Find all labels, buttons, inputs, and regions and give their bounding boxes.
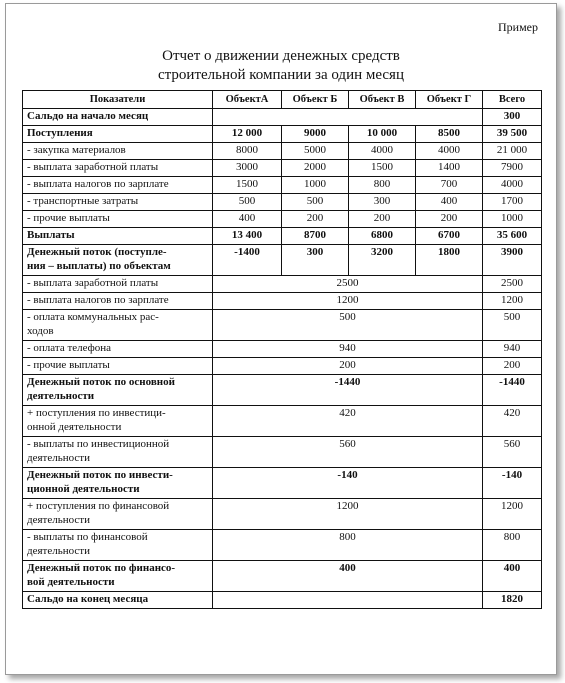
object-value: 3000	[213, 160, 282, 177]
table-header-row	[23, 91, 542, 109]
table-row	[23, 468, 542, 499]
object-value: 2000	[282, 160, 349, 177]
object-value: 5000	[282, 143, 349, 160]
row-total: 4000	[483, 177, 542, 194]
row-value: 400	[213, 561, 483, 592]
table-row	[23, 143, 542, 160]
row-total: 1200	[483, 293, 542, 310]
object-value: 400	[416, 194, 483, 211]
row-label: Денежный поток по инвести- ционной деятельности	[23, 468, 213, 499]
row-value: 500	[213, 310, 483, 341]
table-row	[23, 437, 542, 468]
example-label: Пример	[497, 20, 538, 34]
column-header: Всего	[483, 91, 542, 109]
row-label: - выплата заработной платы	[23, 160, 213, 177]
object-value: 12 000	[213, 126, 282, 143]
row-total: 1200	[483, 499, 542, 530]
row-label: - выплата налогов по зарплате	[23, 293, 213, 310]
row-value: -140	[213, 468, 483, 499]
row-value: 420	[213, 406, 483, 437]
row-total: -1440	[483, 375, 542, 406]
table-row	[23, 276, 542, 293]
object-value: 200	[349, 211, 416, 228]
row-total: 500	[483, 310, 542, 341]
row-value: 200	[213, 358, 483, 375]
object-value: 1500	[349, 160, 416, 177]
row-label: Денежный поток (поступле- ния – выплаты) по объектам	[23, 245, 213, 276]
object-value: 10 000	[349, 126, 416, 143]
object-value: 700	[416, 177, 483, 194]
table-row	[23, 358, 542, 375]
table-row	[23, 499, 542, 530]
row-total: 940	[483, 341, 542, 358]
row-value: -1440	[213, 375, 483, 406]
object-value: 9000	[282, 126, 349, 143]
table-row	[23, 177, 542, 194]
object-value: 800	[349, 177, 416, 194]
row-label: Сальдо на начало месяц	[23, 109, 213, 126]
title-line-2: строительной компании за один месяц	[158, 67, 404, 83]
row-total: 300	[483, 109, 542, 126]
row-label: + поступления по финансовой деятельности	[23, 499, 213, 530]
object-value: 4000	[416, 143, 483, 160]
object-value: 500	[213, 194, 282, 211]
row-total: 2500	[483, 276, 542, 293]
row-label: - оплата телефона	[23, 341, 213, 358]
table-row	[23, 293, 542, 310]
row-total: 560	[483, 437, 542, 468]
object-value: 3200	[349, 245, 416, 276]
table-body	[23, 109, 542, 609]
table-row	[23, 109, 542, 126]
column-header: ОбъектА	[213, 91, 282, 109]
row-label: - транспортные затраты	[23, 194, 213, 211]
table-row	[23, 375, 542, 406]
row-total: 1820	[483, 592, 542, 609]
row-total: 420	[483, 406, 542, 437]
row-total: 21 000	[483, 143, 542, 160]
cash-flow-table	[22, 90, 542, 609]
title-line-1: Отчет о движении денежных средств	[162, 48, 400, 64]
table-row	[23, 592, 542, 609]
object-value: 13 400	[213, 228, 282, 245]
row-label: - выплата заработной платы	[23, 276, 213, 293]
row-total: -140	[483, 468, 542, 499]
object-value: 4000	[349, 143, 416, 160]
row-total: 35 600	[483, 228, 542, 245]
object-value: 300	[349, 194, 416, 211]
table-row	[23, 194, 542, 211]
column-header: Объект Г	[416, 91, 483, 109]
object-value: 6800	[349, 228, 416, 245]
row-label: + поступления по инвестици- онной деятельности	[23, 406, 213, 437]
row-total: 3900	[483, 245, 542, 276]
table-row	[23, 245, 542, 276]
row-value: 1200	[213, 499, 483, 530]
row-value: 560	[213, 437, 483, 468]
row-label: - закупка материалов	[23, 143, 213, 160]
table-row	[23, 341, 542, 358]
column-header: Показатели	[23, 91, 213, 109]
table-row	[23, 211, 542, 228]
object-value: 1000	[282, 177, 349, 194]
row-label: Выплаты	[23, 228, 213, 245]
table-row	[23, 160, 542, 177]
row-value: 800	[213, 530, 483, 561]
row-value: 2500	[213, 276, 483, 293]
report-title	[6, 47, 556, 85]
object-value: 8700	[282, 228, 349, 245]
row-total: 7900	[483, 160, 542, 177]
row-label: - прочие выплаты	[23, 211, 213, 228]
row-label: - выплаты по финансовой деятельности	[23, 530, 213, 561]
object-value: 500	[282, 194, 349, 211]
row-total: 200	[483, 358, 542, 375]
report-page	[5, 3, 557, 675]
object-value: 1500	[213, 177, 282, 194]
row-total: 1000	[483, 211, 542, 228]
object-value: 8000	[213, 143, 282, 160]
row-total: 400	[483, 561, 542, 592]
row-label: - оплата коммунальных рас- ходов	[23, 310, 213, 341]
table-row	[23, 406, 542, 437]
table-row	[23, 530, 542, 561]
object-value: 200	[282, 211, 349, 228]
table-row	[23, 126, 542, 143]
row-total: 1700	[483, 194, 542, 211]
row-label: Сальдо на конец месяца	[23, 592, 213, 609]
column-header: Объект Б	[282, 91, 349, 109]
row-label: - выплата налогов по зарплате	[23, 177, 213, 194]
row-value	[213, 109, 483, 126]
table-row	[23, 561, 542, 592]
row-label: Денежный поток по финансо- вой деятельности	[23, 561, 213, 592]
row-value: 940	[213, 341, 483, 358]
object-value: 1400	[416, 160, 483, 177]
row-label: - прочие выплаты	[23, 358, 213, 375]
column-header: Объект В	[349, 91, 416, 109]
row-label: Денежный поток по основной деятельности	[23, 375, 213, 406]
object-value: 8500	[416, 126, 483, 143]
row-total: 39 500	[483, 126, 542, 143]
table-row	[23, 310, 542, 341]
object-value: 200	[416, 211, 483, 228]
object-value: 400	[213, 211, 282, 228]
row-label: - выплаты по инвестиционной деятельности	[23, 437, 213, 468]
row-value: 1200	[213, 293, 483, 310]
row-label: Поступления	[23, 126, 213, 143]
row-total: 800	[483, 530, 542, 561]
object-value: 6700	[416, 228, 483, 245]
object-value: 1800	[416, 245, 483, 276]
row-value	[213, 592, 483, 609]
object-value: 300	[282, 245, 349, 276]
table-row	[23, 228, 542, 245]
object-value: -1400	[213, 245, 282, 276]
